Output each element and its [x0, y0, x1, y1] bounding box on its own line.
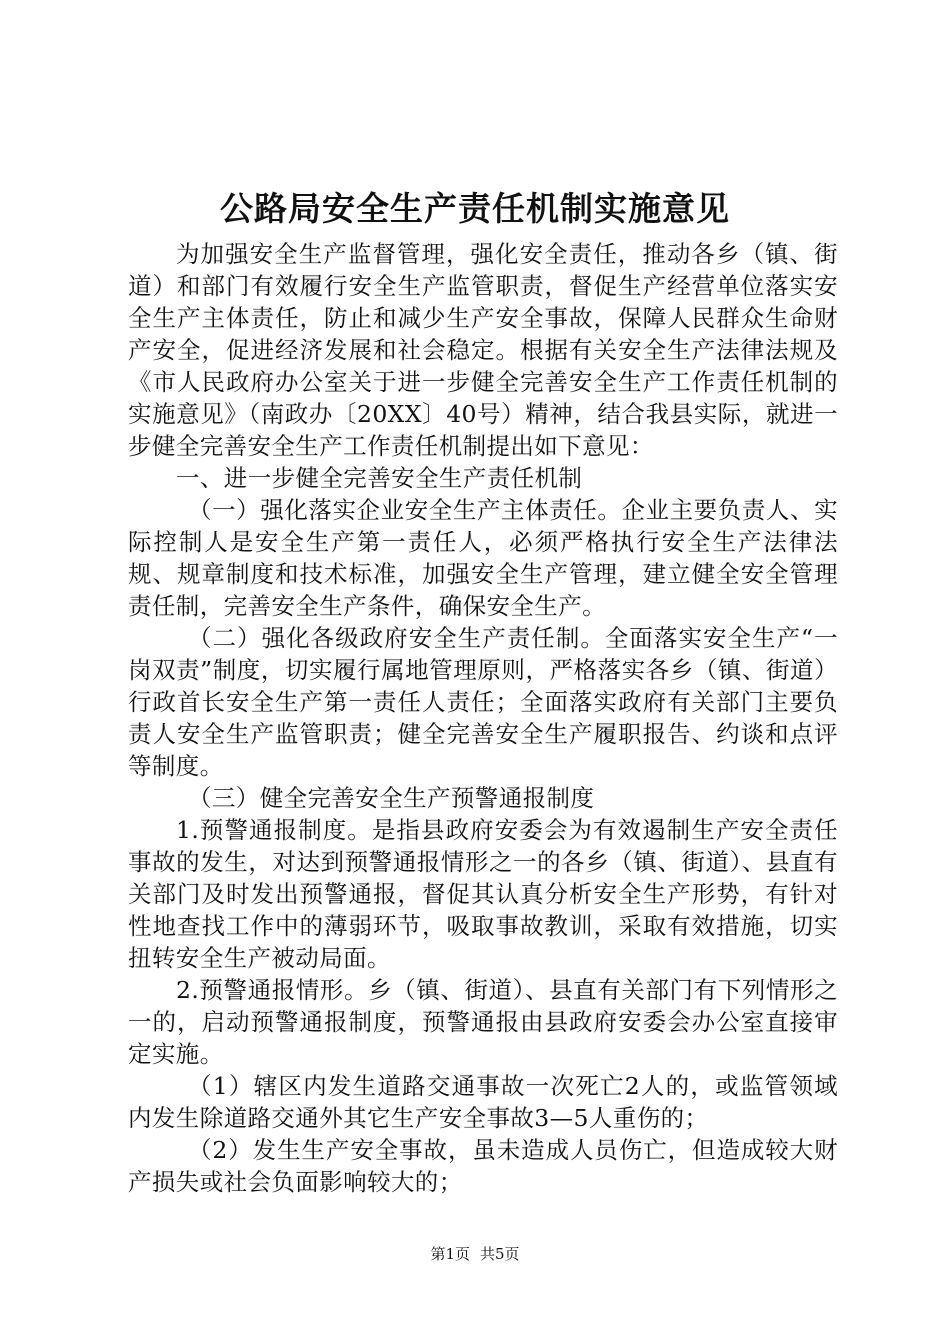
list-item-1: （1）辖区内发生道路交通事故一次死亡2人的，或监管领域内发生除道路交通外其它生产安全事故3—5人重伤的； [128, 1072, 838, 1132]
page-number: 第1页 [430, 1245, 470, 1263]
page-total: 共5页 [480, 1245, 520, 1263]
list-item-2: （2）发生生产安全事故，虽未造成人员伤亡，但造成较大财产损失或社会负面影响较大的； [128, 1136, 838, 1196]
numbered-paragraph-1: 1.预警通报制度。是指县政府安委会为有效遏制生产安全责任事故的发生，对达到预警通报情形之一的各乡（镇、街道）、县直有关部门及时发出预警通报，督促其认真分析安全生产形势，有针对性地查找工作中的薄弱环节，吸取事故教训，采取有效措施，切实扭转安全生产被动局面。 [128, 816, 838, 972]
page-title: 公路局安全生产责任机制实施意见 [220, 189, 730, 228]
numbered-paragraph-2: 2.预警通报情形。乡（镇、街道）、县直有关部门有下列情形之一的，启动预警通报制度，预警通报由县政府安委会办公室直接审定实施。 [128, 976, 838, 1068]
intro-paragraph: 为加强安全生产监督管理，强化安全责任，推动各乡（镇、街道）和部门有效履行安全生产监管职责，督促生产经营单位落实安全生产主体责任，防止和减少生产安全事故，保障人民群众生命财产安全，促进经济发展和社会稳定。根据有关安全生产法律法规及《市人民政府办公室关于进一步健全完善安全生产工作责任机制的实施意见》（南政办〔20XX〕40号）精神，结合我县实际，就进一步健全完善安全生产工作责任机制提出如下意见： [128, 240, 838, 460]
section-heading-1: 一、进一步健全完善安全生产责任机制 [176, 464, 583, 492]
subsection-paragraph-2: （二）强化各级政府安全生产责任制。全面落实安全生产“一岗双责”制度，切实履行属地管理原则，严格落实各乡（镇、街道）行政首长安全生产第一责任人责任；全面落实政府有关部门主要负责人安全生产监管职责；健全完善安全生产履职报告、约谈和点评等制度。 [128, 624, 838, 780]
document-body [128, 238, 838, 1198]
subsection-paragraph-1: （一）强化落实企业安全生产主体责任。企业主要负责人、实际控制人是安全生产第一责任人，必须严格执行安全生产法律法规、规章制度和技术标准，加强安全生产管理，建立健全安全管理责任制，完善安全生产条件，确保安全生产。 [128, 496, 838, 620]
page-footer [0, 1244, 950, 1264]
subsection-heading-3: （三）健全完善安全生产预警通报制度 [188, 784, 595, 812]
